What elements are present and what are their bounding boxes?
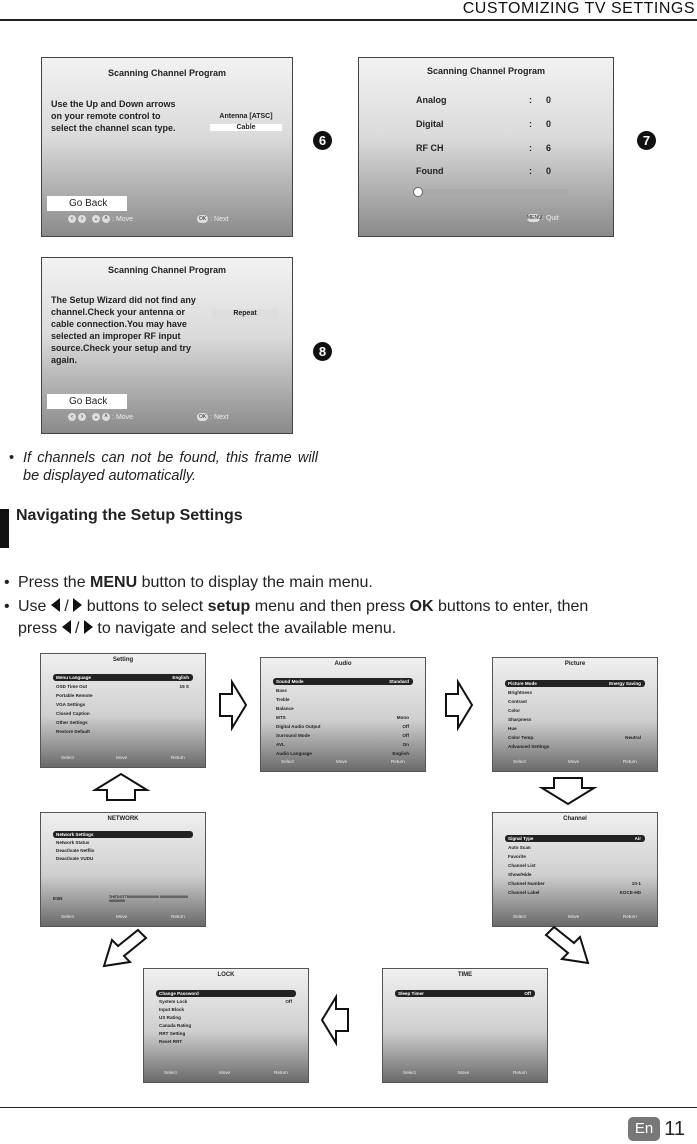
menu-title: Channel	[563, 816, 587, 822]
option-cable[interactable]: Cable	[210, 124, 282, 131]
menu-item-label: Brightness	[508, 690, 532, 695]
menu-item-value: Energy Saving	[609, 681, 641, 686]
return-hint: Return	[623, 759, 637, 764]
menu-item-label: Bass	[276, 688, 287, 693]
menu-item-label: Surround Mode	[276, 733, 310, 738]
option-antenna[interactable]: Antenna [ATSC]	[219, 113, 273, 120]
menu-item[interactable]	[53, 683, 193, 690]
menu-item[interactable]	[505, 743, 645, 750]
menu-item[interactable]	[53, 831, 193, 838]
menu-item[interactable]	[156, 1030, 296, 1037]
menu-item[interactable]	[505, 835, 645, 842]
step-badge-8: 8	[313, 342, 332, 361]
menu-item-label: Closed Caption	[56, 711, 90, 716]
ok-button-icon: OK	[198, 414, 207, 420]
language-badge: En	[628, 1117, 660, 1141]
scan-type-screen	[41, 57, 293, 237]
menu-item[interactable]	[156, 1006, 296, 1013]
menu-item[interactable]	[156, 1038, 296, 1045]
prompt-line: select the channel scan type.	[51, 123, 176, 133]
right-arrow-icon	[84, 620, 93, 634]
flow-arrow-diagonal-icon	[542, 925, 592, 972]
menu-title: TIME	[457, 972, 473, 978]
menu-item[interactable]	[505, 889, 645, 896]
progress-knob	[413, 187, 423, 197]
menu-item-label: Contrast	[508, 699, 527, 704]
menu-item[interactable]	[156, 998, 296, 1005]
menu-title: Audio	[334, 661, 352, 667]
screen-title: Scanning Channel Program	[426, 66, 546, 76]
menu-item-label: Balance	[276, 706, 294, 711]
menu-item[interactable]	[156, 1022, 296, 1029]
menu-item-label: Signal Type	[508, 836, 534, 841]
header-rule	[0, 19, 697, 21]
menu-item-label: Advanced Settings	[508, 744, 550, 749]
menu-item[interactable]	[395, 990, 535, 997]
menu-item-label: Digital Audio Output	[276, 724, 321, 729]
menu-item-label: Reset RRT	[159, 1039, 183, 1044]
flow-arrow-left-icon	[320, 995, 350, 1050]
move-hint: Move	[458, 1070, 470, 1075]
page-header-title: CUSTOMIZING TV SETTINGS	[462, 0, 695, 17]
menu-item-label: Change Password	[159, 991, 199, 996]
menu-item[interactable]	[273, 696, 413, 703]
go-back-button[interactable]: Go Back	[47, 196, 127, 211]
menu-item-value: On	[402, 742, 409, 747]
page-number: 11	[664, 1118, 685, 1140]
esn-value: THITOOTT0000000000000000 0000000000000000000000	[109, 895, 188, 903]
menu-title: LOCK	[217, 972, 235, 978]
menu-item-label: Portable Remote	[56, 693, 93, 698]
menu-item-label: Show/Hide	[508, 872, 532, 877]
menu-item-label: Menu Language	[56, 675, 91, 680]
menu-item-label: Deactivate VUDU	[56, 856, 94, 861]
menu-item-value: English	[172, 675, 189, 680]
menu-item-value: Mono	[396, 715, 409, 720]
select-hint: Select	[164, 1070, 177, 1075]
menu-item-value: Off	[285, 999, 292, 1004]
menu-item-value: Off	[524, 991, 531, 996]
scan-prompt	[51, 98, 176, 134]
channel-menu-screen	[492, 812, 658, 927]
return-hint: Return	[274, 1070, 288, 1075]
scan-row-label: Digital	[416, 119, 444, 129]
menu-item-label: Sleep Timer	[398, 991, 424, 996]
menu-item-label: System Lock	[159, 999, 188, 1004]
select-hint: Select	[403, 1070, 416, 1075]
menu-item-label: Other Settings	[56, 720, 88, 725]
prompt-line: again.	[51, 355, 78, 365]
scan-row-label: Found	[416, 166, 444, 176]
return-hint: Return	[171, 914, 185, 919]
right-arrow-icon	[73, 598, 82, 612]
menu-item-label: Sharpness	[508, 717, 532, 722]
menu-item[interactable]	[156, 1014, 296, 1021]
select-hint: Select	[61, 914, 74, 919]
select-hint: Select	[513, 759, 526, 764]
lock-menu-screen	[143, 968, 309, 1083]
no-channel-screen	[41, 257, 293, 434]
prompt-line: source.Check your setup and try	[51, 343, 192, 353]
menu-item[interactable]	[273, 732, 413, 739]
picture-menu-screen	[492, 657, 658, 772]
menu-item[interactable]	[273, 723, 413, 730]
failure-message	[51, 294, 196, 366]
menu-item-label: OSD Time Out	[56, 684, 88, 689]
menu-item-label: Hue	[508, 726, 517, 731]
menu-item-label: Channel List	[508, 863, 536, 868]
menu-title: NETWORK	[107, 816, 139, 822]
left-arrow-icon: ‹	[68, 413, 76, 421]
menu-item[interactable]	[273, 750, 413, 757]
instruction-bullet: • Press the MENU button to display the main menu.	[4, 574, 373, 591]
menu-item-label: Favorite	[508, 854, 526, 859]
scan-row-value: 0	[546, 119, 552, 129]
scan-progress-bar	[416, 189, 568, 194]
instruction-bullet: • Use / buttons to select setup menu and then press OK buttons to enter, then	[4, 598, 589, 615]
menu-item[interactable]	[273, 714, 413, 721]
screen-nav-hints: ‹ › ⌄ ˄ : Move OK : Next	[68, 413, 228, 421]
scan-row-label: RF CH	[416, 143, 444, 153]
menu-button-icon: MENU	[527, 215, 542, 221]
prompt-line: on your remote control to	[51, 111, 161, 121]
audio-menu-screen	[260, 657, 426, 772]
left-arrow-icon	[51, 598, 60, 612]
move-hint: Move	[116, 914, 128, 919]
menu-item[interactable]	[505, 725, 645, 732]
menu-item[interactable]	[505, 844, 645, 851]
menu-item-label: Restore Default	[56, 729, 90, 734]
menu-item-label: VGA Settings	[56, 702, 86, 707]
menu-item[interactable]	[53, 674, 193, 681]
setting-menu-screen	[40, 653, 206, 768]
menu-item-label: Treble	[276, 697, 290, 702]
return-hint: Return	[171, 755, 185, 760]
move-label: Move	[115, 413, 134, 421]
prompt-line: cable connection.You may have	[51, 319, 187, 329]
flow-arrow-up-icon	[93, 772, 149, 807]
down-arrow-icon: ⌄	[93, 216, 99, 222]
scan-progress-screen: Scanning Channel Program Analog : 0 Digital : 0 RF CH : 6 Found : 0 MENU : Quit	[358, 57, 614, 237]
flow-arrow-diagonal-icon	[100, 928, 150, 975]
menu-item[interactable]	[273, 678, 413, 685]
menu-item-label: Deactivate Netflix	[56, 848, 95, 853]
instruction-bullet-cont: press / to navigate and select the available menu.	[18, 620, 397, 637]
right-arrow-icon: ›	[78, 413, 86, 421]
menu-item-label: Network Status	[56, 840, 90, 845]
menu-item[interactable]	[505, 862, 645, 869]
menu-item-value: Off	[402, 724, 409, 729]
prompt-line: The Setup Wizard did not find any	[51, 295, 196, 305]
scan-row-label: Analog	[416, 95, 447, 105]
menu-item[interactable]	[505, 880, 645, 887]
flow-arrow-right-icon	[218, 680, 248, 735]
next-label: Next	[214, 413, 229, 421]
menu-item-value: 15 S	[179, 684, 189, 689]
menu-item-value: Air	[634, 836, 641, 841]
menu-item[interactable]	[53, 710, 193, 717]
menu-item[interactable]	[505, 734, 645, 741]
menu-item[interactable]	[53, 847, 193, 854]
menu-item-value: Off	[402, 733, 409, 738]
screen-nav-hints: ‹ › ⌄ ˄ : Move OK : Next	[68, 215, 228, 223]
menu-item-value: English	[392, 751, 409, 756]
return-hint: Return	[513, 1070, 527, 1075]
menu-item[interactable]	[53, 692, 193, 699]
menu-item[interactable]	[505, 689, 645, 696]
step-badge-7: 7	[637, 131, 656, 150]
menu-item[interactable]	[53, 728, 193, 735]
move-hint: Move	[568, 914, 580, 919]
menu-item[interactable]	[273, 687, 413, 694]
menu-title: Picture	[564, 661, 586, 667]
menu-item-label: Canada Rating	[159, 1023, 192, 1028]
menu-item[interactable]	[273, 741, 413, 748]
menu-item-value: KOCE-HD	[619, 890, 641, 895]
menu-item-label: RRT Setting	[159, 1031, 186, 1036]
menu-item-label: Color Temp.	[508, 735, 535, 740]
up-arrow-icon: ˄	[102, 413, 110, 421]
menu-item[interactable]	[505, 716, 645, 723]
move-hint: Move	[219, 1070, 231, 1075]
prompt-line: selected an improper RF input	[51, 331, 181, 341]
move-hint: Move	[116, 755, 128, 760]
footer-rule	[0, 1107, 697, 1108]
menu-item[interactable]	[156, 990, 296, 997]
scan-row-value: 6	[546, 143, 552, 153]
section-marker	[0, 509, 9, 548]
time-menu-screen	[382, 968, 548, 1083]
menu-item-label: Input Block	[159, 1007, 185, 1012]
menu-item-value: 10-1	[631, 881, 641, 886]
scan-row-value: 0	[546, 166, 552, 176]
prompt-line: Use the Up and Down arrows	[51, 99, 176, 109]
note-body: If channels can not be found, this frame will be displayed automatically.	[23, 450, 318, 484]
select-hint: Select	[513, 914, 526, 919]
note-text: • If channels can not be found, this frame will be displayed automatically.	[9, 450, 318, 484]
quit-label: Quit	[545, 214, 559, 222]
esn-label: ESN	[53, 896, 63, 901]
left-arrow-icon: ‹	[68, 215, 76, 223]
menu-item-value: Standard	[389, 679, 409, 684]
select-hint: Select	[61, 755, 74, 760]
esn-row	[53, 895, 193, 902]
menu-item[interactable]	[505, 871, 645, 878]
menu-item-value: Neutral	[625, 735, 641, 740]
menu-item[interactable]	[53, 719, 193, 726]
menu-item-label: Audio Language	[276, 751, 312, 756]
menu-item[interactable]	[505, 707, 645, 714]
step-badge-6: 6	[313, 131, 332, 150]
menu-item[interactable]	[505, 853, 645, 860]
ok-button-icon: OK	[198, 216, 207, 222]
menu-item-label: Picture Mode	[508, 681, 537, 686]
menu-item-label: Channel Number	[508, 881, 545, 886]
left-arrow-icon	[62, 620, 71, 634]
select-hint: Select	[281, 759, 294, 764]
menu-item-label: Network Settings	[56, 832, 94, 837]
prompt-line: channel.Check your antenna or	[51, 307, 186, 317]
menu-item-label: Auto Scan	[508, 845, 531, 850]
screen-title: Scanning Channel Program	[107, 68, 227, 78]
return-hint: Return	[391, 759, 405, 764]
repeat-button[interactable]: Repeat	[212, 309, 278, 319]
menu-item[interactable]	[505, 680, 645, 687]
quit-hint: MENU : Quit	[527, 214, 559, 222]
move-hint: Move	[568, 759, 580, 764]
section-title: Navigating the Setup Settings	[16, 507, 243, 524]
move-label: Move	[115, 215, 134, 223]
next-label: Next	[214, 215, 229, 223]
go-back-button[interactable]: Go Back	[47, 394, 127, 409]
flow-arrow-down-icon	[540, 776, 596, 811]
screen-title: Scanning Channel Program	[107, 265, 227, 275]
move-hint: Move	[336, 759, 348, 764]
up-arrow-icon: ˄	[102, 215, 110, 223]
right-arrow-icon: ›	[78, 215, 86, 223]
menu-item[interactable]	[505, 698, 645, 705]
menu-item[interactable]	[53, 839, 193, 846]
down-arrow-icon: ⌄	[93, 414, 99, 420]
menu-item-label: Color	[508, 708, 520, 713]
menu-item-label: Channel Label	[508, 890, 540, 895]
menu-item[interactable]	[53, 701, 193, 708]
network-menu-screen	[40, 812, 206, 927]
menu-item[interactable]	[273, 705, 413, 712]
menu-title: Setting	[112, 657, 134, 663]
menu-item-label: Sound Mode	[276, 679, 304, 684]
flow-arrow-right-icon	[444, 680, 474, 735]
return-hint: Return	[623, 914, 637, 919]
menu-item-label: US Rating	[159, 1015, 181, 1020]
scan-row-value: 0	[546, 95, 552, 105]
menu-item-label: MTS	[276, 715, 286, 720]
menu-item-label: AVL	[276, 742, 285, 747]
menu-item[interactable]	[53, 855, 193, 862]
